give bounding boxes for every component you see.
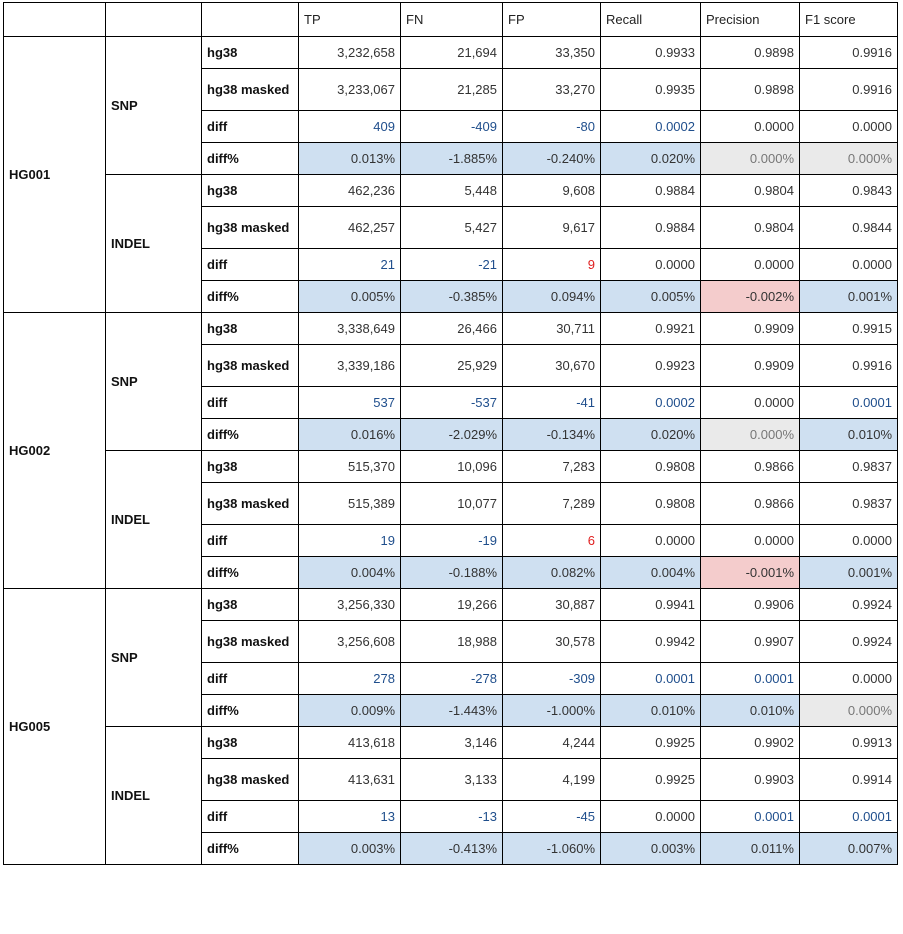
value-cell: -309 xyxy=(503,663,601,695)
value-cell: 0.0000 xyxy=(800,249,898,281)
value-cell: -1.885% xyxy=(401,143,503,175)
value-cell: 0.000% xyxy=(800,695,898,727)
value-cell: 0.9906 xyxy=(701,589,800,621)
value-cell: 5,427 xyxy=(401,207,503,249)
value-cell: 0.004% xyxy=(601,557,701,589)
row-label-cell: hg38 xyxy=(202,175,299,207)
row-label-cell: hg38 masked xyxy=(202,483,299,525)
value-cell: 26,466 xyxy=(401,313,503,345)
variant-type-cell: SNP xyxy=(106,37,202,175)
header-tp: TP xyxy=(299,3,401,37)
value-cell: 515,389 xyxy=(299,483,401,525)
row-label-cell: diff% xyxy=(202,557,299,589)
value-cell: -0.385% xyxy=(401,281,503,313)
value-cell: 413,631 xyxy=(299,759,401,801)
row-label-cell: diff xyxy=(202,111,299,143)
row-label-cell: hg38 xyxy=(202,727,299,759)
value-cell: 0.9909 xyxy=(701,345,800,387)
variant-type-cell: SNP xyxy=(106,313,202,451)
value-cell: 0.9914 xyxy=(800,759,898,801)
value-cell: -0.413% xyxy=(401,833,503,865)
value-cell: 0.0000 xyxy=(601,249,701,281)
value-cell: -41 xyxy=(503,387,601,419)
value-cell: 5,448 xyxy=(401,175,503,207)
row-label-cell: hg38 xyxy=(202,37,299,69)
value-cell: 0.0000 xyxy=(800,663,898,695)
table-row xyxy=(4,451,898,483)
value-cell: 0.9903 xyxy=(701,759,800,801)
header-f1-score: F1 score xyxy=(800,3,898,37)
table-row xyxy=(4,727,898,759)
value-cell: -0.240% xyxy=(503,143,601,175)
value-cell: 3,339,186 xyxy=(299,345,401,387)
value-cell: -1.060% xyxy=(503,833,601,865)
value-cell: 0.9924 xyxy=(800,621,898,663)
value-cell: 0.010% xyxy=(701,695,800,727)
row-label-cell: diff% xyxy=(202,281,299,313)
value-cell: 18,988 xyxy=(401,621,503,663)
value-cell: -1.443% xyxy=(401,695,503,727)
value-cell: -537 xyxy=(401,387,503,419)
table-body xyxy=(4,37,898,865)
row-label-cell: diff xyxy=(202,387,299,419)
row-label-cell: diff xyxy=(202,663,299,695)
table-row xyxy=(4,313,898,345)
header-row xyxy=(4,3,898,37)
value-cell: 3,233,067 xyxy=(299,69,401,111)
value-cell: 462,257 xyxy=(299,207,401,249)
value-cell: -0.001% xyxy=(701,557,800,589)
value-cell: 409 xyxy=(299,111,401,143)
value-cell: 0.9916 xyxy=(800,69,898,111)
value-cell: 0.0000 xyxy=(701,525,800,557)
value-cell: 0.010% xyxy=(800,419,898,451)
table-row xyxy=(4,37,898,69)
value-cell: 278 xyxy=(299,663,401,695)
value-cell: 7,289 xyxy=(503,483,601,525)
header-variant xyxy=(106,3,202,37)
row-label-cell: diff% xyxy=(202,695,299,727)
value-cell: 0.005% xyxy=(299,281,401,313)
value-cell: 413,618 xyxy=(299,727,401,759)
row-label-cell: hg38 xyxy=(202,313,299,345)
value-cell: 0.016% xyxy=(299,419,401,451)
row-label-cell: hg38 masked xyxy=(202,621,299,663)
value-cell: 0.020% xyxy=(601,143,701,175)
value-cell: 0.9837 xyxy=(800,451,898,483)
header-precision: Precision xyxy=(701,3,800,37)
value-cell: 0.9898 xyxy=(701,37,800,69)
value-cell: 0.9909 xyxy=(701,313,800,345)
value-cell: 19,266 xyxy=(401,589,503,621)
value-cell: 0.9804 xyxy=(701,207,800,249)
value-cell: 0.0002 xyxy=(601,111,701,143)
value-cell: 30,578 xyxy=(503,621,601,663)
value-cell: -278 xyxy=(401,663,503,695)
value-cell: 0.9837 xyxy=(800,483,898,525)
value-cell: 0.0000 xyxy=(701,249,800,281)
value-cell: 0.9925 xyxy=(601,759,701,801)
row-label-cell: hg38 masked xyxy=(202,69,299,111)
value-cell: 0.009% xyxy=(299,695,401,727)
value-cell: 3,256,608 xyxy=(299,621,401,663)
value-cell: 30,670 xyxy=(503,345,601,387)
value-cell: 0.9925 xyxy=(601,727,701,759)
value-cell: 9,608 xyxy=(503,175,601,207)
value-cell: -19 xyxy=(401,525,503,557)
value-cell: 7,283 xyxy=(503,451,601,483)
value-cell: 0.9866 xyxy=(701,451,800,483)
value-cell: 19 xyxy=(299,525,401,557)
value-cell: 3,146 xyxy=(401,727,503,759)
variant-type-cell: INDEL xyxy=(106,451,202,589)
value-cell: 515,370 xyxy=(299,451,401,483)
value-cell: 0.000% xyxy=(800,143,898,175)
value-cell: 4,199 xyxy=(503,759,601,801)
value-cell: -13 xyxy=(401,801,503,833)
value-cell: 9,617 xyxy=(503,207,601,249)
value-cell: 0.9913 xyxy=(800,727,898,759)
value-cell: 21 xyxy=(299,249,401,281)
value-cell: -2.029% xyxy=(401,419,503,451)
value-cell: 0.9884 xyxy=(601,207,701,249)
value-cell: 537 xyxy=(299,387,401,419)
value-cell: 0.9907 xyxy=(701,621,800,663)
header-reference xyxy=(202,3,299,37)
row-label-cell: diff% xyxy=(202,419,299,451)
value-cell: 0.000% xyxy=(701,143,800,175)
value-cell: 0.005% xyxy=(601,281,701,313)
sample-name-cell: HG001 xyxy=(4,37,106,313)
variant-type-cell: INDEL xyxy=(106,727,202,865)
value-cell: 0.9942 xyxy=(601,621,701,663)
value-cell: 0.0000 xyxy=(701,387,800,419)
value-cell: 0.013% xyxy=(299,143,401,175)
value-cell: 6 xyxy=(503,525,601,557)
value-cell: 33,350 xyxy=(503,37,601,69)
value-cell: 0.0000 xyxy=(800,111,898,143)
value-cell: -0.188% xyxy=(401,557,503,589)
row-label-cell: hg38 xyxy=(202,589,299,621)
value-cell: 0.0001 xyxy=(800,801,898,833)
value-cell: 0.0001 xyxy=(701,663,800,695)
value-cell: 0.0000 xyxy=(800,525,898,557)
value-cell: 13 xyxy=(299,801,401,833)
value-cell: 0.9808 xyxy=(601,451,701,483)
variant-type-cell: SNP xyxy=(106,589,202,727)
row-label-cell: hg38 masked xyxy=(202,345,299,387)
value-cell: 0.9935 xyxy=(601,69,701,111)
value-cell: 10,077 xyxy=(401,483,503,525)
value-cell: 0.082% xyxy=(503,557,601,589)
value-cell: 0.003% xyxy=(299,833,401,865)
row-label-cell: diff xyxy=(202,525,299,557)
value-cell: 33,270 xyxy=(503,69,601,111)
value-cell: 0.004% xyxy=(299,557,401,589)
header-recall: Recall xyxy=(601,3,701,37)
value-cell: 0.9921 xyxy=(601,313,701,345)
sample-name-cell: HG002 xyxy=(4,313,106,589)
row-label-cell: diff xyxy=(202,249,299,281)
header-fp: FP xyxy=(503,3,601,37)
value-cell: 4,244 xyxy=(503,727,601,759)
value-cell: 9 xyxy=(503,249,601,281)
value-cell: 3,338,649 xyxy=(299,313,401,345)
value-cell: 0.9902 xyxy=(701,727,800,759)
variant-type-cell: INDEL xyxy=(106,175,202,313)
value-cell: 3,256,330 xyxy=(299,589,401,621)
value-cell: 0.094% xyxy=(503,281,601,313)
row-label-cell: diff% xyxy=(202,833,299,865)
value-cell: 0.9866 xyxy=(701,483,800,525)
value-cell: 0.0001 xyxy=(701,801,800,833)
row-label-cell: diff% xyxy=(202,143,299,175)
value-cell: 0.9923 xyxy=(601,345,701,387)
sample-name-cell: HG005 xyxy=(4,589,106,865)
value-cell: -409 xyxy=(401,111,503,143)
value-cell: 25,929 xyxy=(401,345,503,387)
value-cell: 10,096 xyxy=(401,451,503,483)
value-cell: 0.9916 xyxy=(800,37,898,69)
value-cell: 0.011% xyxy=(701,833,800,865)
value-cell: 3,232,658 xyxy=(299,37,401,69)
value-cell: -21 xyxy=(401,249,503,281)
value-cell: 0.001% xyxy=(800,557,898,589)
value-cell: 30,711 xyxy=(503,313,601,345)
value-cell: -0.134% xyxy=(503,419,601,451)
value-cell: 0.9844 xyxy=(800,207,898,249)
value-cell: 3,133 xyxy=(401,759,503,801)
value-cell: 462,236 xyxy=(299,175,401,207)
row-label-cell: hg38 xyxy=(202,451,299,483)
value-cell: 0.001% xyxy=(800,281,898,313)
value-cell: -80 xyxy=(503,111,601,143)
row-label-cell: hg38 masked xyxy=(202,759,299,801)
value-cell: 0.010% xyxy=(601,695,701,727)
value-cell: 0.9916 xyxy=(800,345,898,387)
value-cell: 0.0000 xyxy=(601,525,701,557)
value-cell: 0.9884 xyxy=(601,175,701,207)
row-label-cell: diff xyxy=(202,801,299,833)
value-cell: 0.000% xyxy=(701,419,800,451)
row-label-cell: hg38 masked xyxy=(202,207,299,249)
value-cell: -0.002% xyxy=(701,281,800,313)
value-cell: 0.9804 xyxy=(701,175,800,207)
value-cell: 0.9915 xyxy=(800,313,898,345)
value-cell: 0.0000 xyxy=(601,801,701,833)
value-cell: 0.0001 xyxy=(601,663,701,695)
value-cell: 0.003% xyxy=(601,833,701,865)
value-cell: 21,694 xyxy=(401,37,503,69)
value-cell: 0.9924 xyxy=(800,589,898,621)
header-fn: FN xyxy=(401,3,503,37)
value-cell: 0.9843 xyxy=(800,175,898,207)
value-cell: 30,887 xyxy=(503,589,601,621)
value-cell: 0.9808 xyxy=(601,483,701,525)
value-cell: 21,285 xyxy=(401,69,503,111)
value-cell: 0.9941 xyxy=(601,589,701,621)
value-cell: 0.0002 xyxy=(601,387,701,419)
header-sample xyxy=(4,3,106,37)
value-cell: -45 xyxy=(503,801,601,833)
results-table xyxy=(3,2,898,865)
value-cell: 0.9933 xyxy=(601,37,701,69)
value-cell: 0.0000 xyxy=(701,111,800,143)
value-cell: -1.000% xyxy=(503,695,601,727)
value-cell: 0.0001 xyxy=(800,387,898,419)
table-row xyxy=(4,175,898,207)
value-cell: 0.020% xyxy=(601,419,701,451)
value-cell: 0.9898 xyxy=(701,69,800,111)
value-cell: 0.007% xyxy=(800,833,898,865)
table-row xyxy=(4,589,898,621)
